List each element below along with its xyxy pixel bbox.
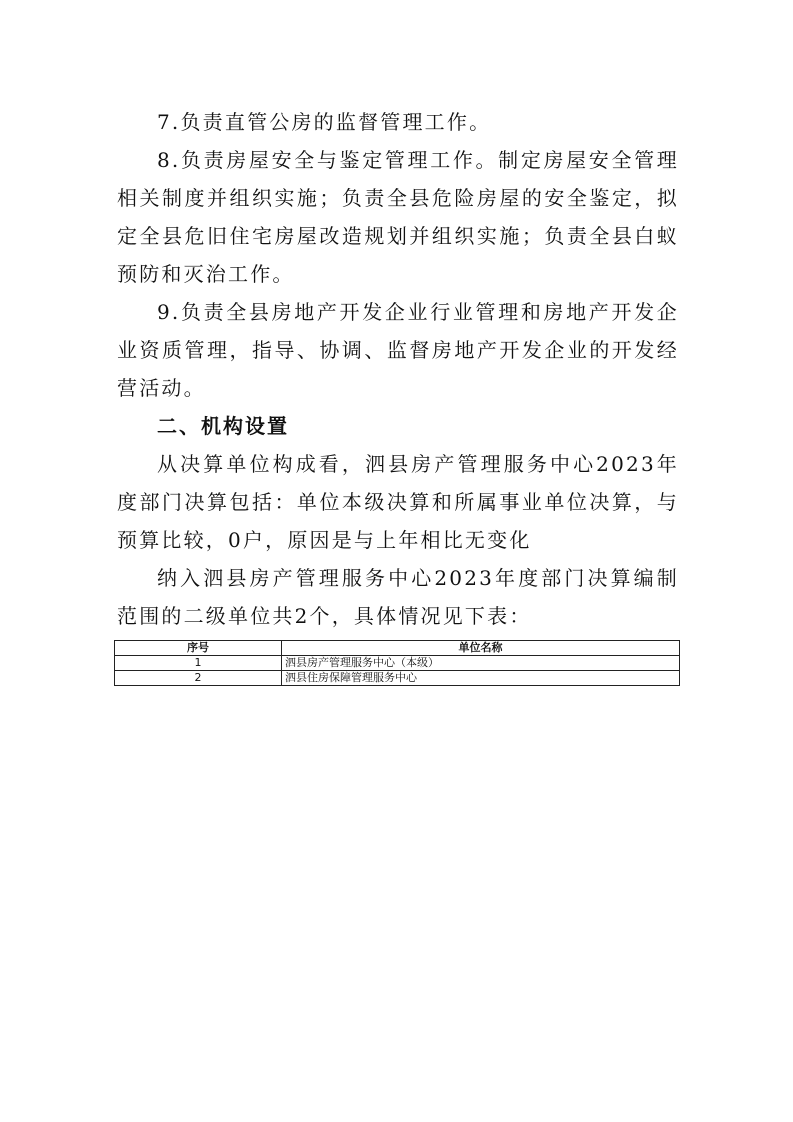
header-index: 序号	[115, 641, 282, 656]
header-unit-name: 单位名称	[282, 641, 680, 656]
paragraph-item-9: 9.负责全县房地产开发企业行业管理和房地产开发企业资质管理，指导、协调、监督房地产开发企业的开发经营活动。	[117, 300, 679, 400]
table-row	[115, 656, 680, 671]
table-header-row	[115, 641, 680, 656]
cell-index: 1	[115, 656, 282, 671]
unit-table	[114, 640, 680, 686]
paragraph-scope: 纳入泗县房产管理服务中心2023年度部门决算编制范围的二级单位共2个，具体情况见下表：	[117, 566, 679, 628]
table-row	[115, 671, 680, 686]
paragraph-structure: 从决算单位构成看，泗县房产管理服务中心2023年度部门决算包括：单位本级决算和所属事业单位决算，与预算比较，0户，原因是与上年相比无变化	[117, 452, 679, 552]
cell-unit-name: 泗县住房保障管理服务中心	[282, 671, 680, 686]
cell-index: 2	[115, 671, 282, 686]
paragraph-item-8: 8.负责房屋安全与鉴定管理工作。制定房屋安全管理相关制度并组织实施；负责全县危险房屋的安全鉴定，拟定全县危旧住宅房屋改造规划并组织实施；负责全县白蚁预防和灭治工作。	[117, 148, 679, 286]
paragraph-item-7: 7.负责直管公房的监督管理工作。	[157, 110, 492, 134]
cell-unit-name: 泗县房产管理服务中心（本级）	[282, 656, 680, 671]
section-heading: 二、机构设置	[157, 414, 289, 438]
